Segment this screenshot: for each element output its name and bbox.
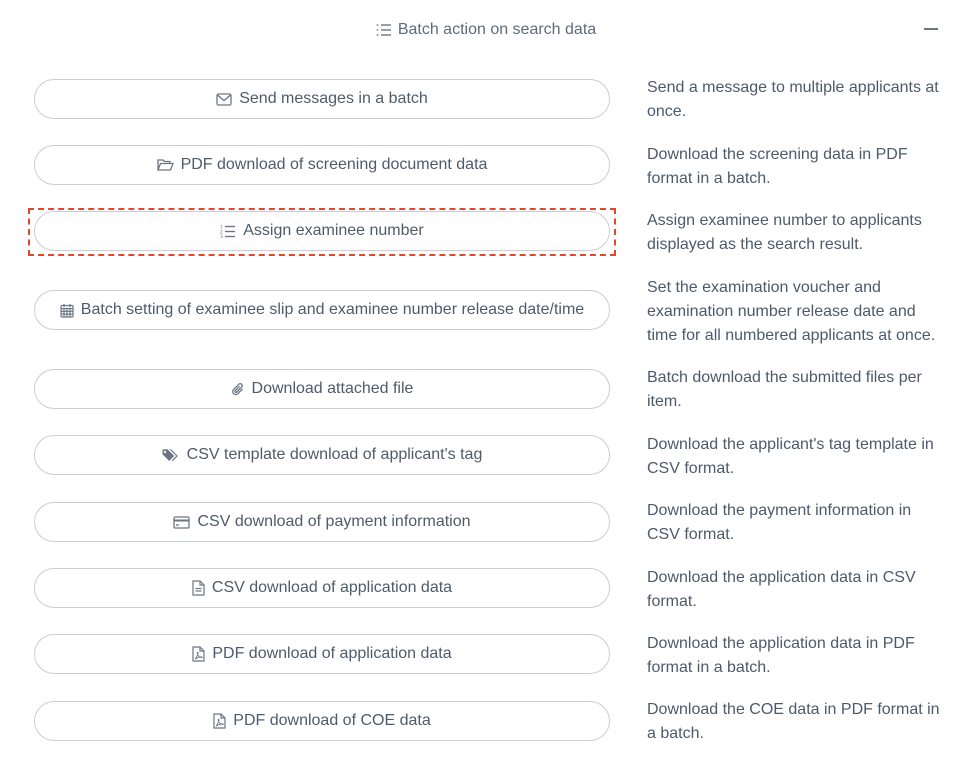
action-description: Download the COE data in PDF format in a batch. <box>647 701 940 742</box>
action-button-label: Download attached file <box>251 380 414 397</box>
action-description: Assign examinee number to applicants displayed as the search result. <box>647 212 922 253</box>
action-description: Download the applicant's tag template in CSV format. <box>647 436 934 477</box>
collapse-button[interactable] <box>916 16 946 42</box>
action-description: Set the examination voucher and examination number release date and time for all numbered applicants at once. <box>647 279 936 344</box>
action-button-label: Send messages in a batch <box>239 90 428 107</box>
csv-download-of-application-data-button[interactable] <box>34 568 610 608</box>
pdf-download-of-coe-data-button[interactable] <box>34 701 610 741</box>
envelope-icon <box>216 93 232 106</box>
batch-setting-of-examinee-slip-and-examinee-number-release-date-time-button[interactable] <box>34 290 610 330</box>
credit-card-icon <box>173 516 190 529</box>
action-description: Download the payment information in CSV format. <box>647 502 912 543</box>
action-description: Batch download the submitted files per item. <box>647 369 922 410</box>
action-description: Download the screening data in PDF format in a batch. <box>647 146 908 187</box>
folder-open-icon <box>157 158 174 172</box>
pdf-download-of-screening-document-data-button[interactable] <box>34 145 610 185</box>
file-pdf-icon <box>192 646 205 662</box>
panel-title-text: Batch action on search data <box>397 21 597 38</box>
action-button-label: PDF download of screening document data <box>180 156 488 173</box>
minus-icon <box>924 28 938 30</box>
action-description: Send a message to multiple applicants at once. <box>647 79 939 120</box>
action-button-label: Batch setting of examinee slip and examinee number release date/time <box>80 301 585 318</box>
panel-title <box>0 19 972 44</box>
panel-header <box>0 0 972 60</box>
file-pdf-icon <box>213 713 226 729</box>
csv-template-download-of-applicant-s-tag-button[interactable] <box>34 435 610 475</box>
action-button-label: CSV download of application data <box>211 579 453 596</box>
assign-examinee-number-button[interactable] <box>34 211 610 251</box>
list-icon <box>376 22 392 44</box>
calendar-icon <box>60 303 74 318</box>
pdf-download-of-application-data-button[interactable] <box>34 634 610 674</box>
action-button-label: PDF download of application data <box>212 645 452 662</box>
csv-download-of-payment-information-button[interactable] <box>34 502 610 542</box>
svg-text:1: 1 <box>220 225 224 231</box>
file-icon <box>192 580 205 596</box>
action-button-label: CSV download of payment information <box>197 513 471 530</box>
svg-text:2: 2 <box>220 230 224 236</box>
list-ol-icon <box>220 224 236 238</box>
paperclip-icon <box>231 382 245 397</box>
svg-text:3: 3 <box>220 235 224 238</box>
action-button-label: CSV template download of applicant's tag <box>186 446 483 463</box>
send-messages-in-a-batch-button[interactable] <box>34 79 610 119</box>
tags-icon <box>162 448 180 462</box>
action-description: Download the application data in PDF format in a batch. <box>647 635 915 676</box>
action-button-label: PDF download of COE data <box>233 712 431 729</box>
action-description: Download the application data in CSV format. <box>647 569 916 610</box>
download-attached-file-button[interactable] <box>34 369 610 409</box>
action-button-label: Assign examinee number <box>243 222 424 239</box>
